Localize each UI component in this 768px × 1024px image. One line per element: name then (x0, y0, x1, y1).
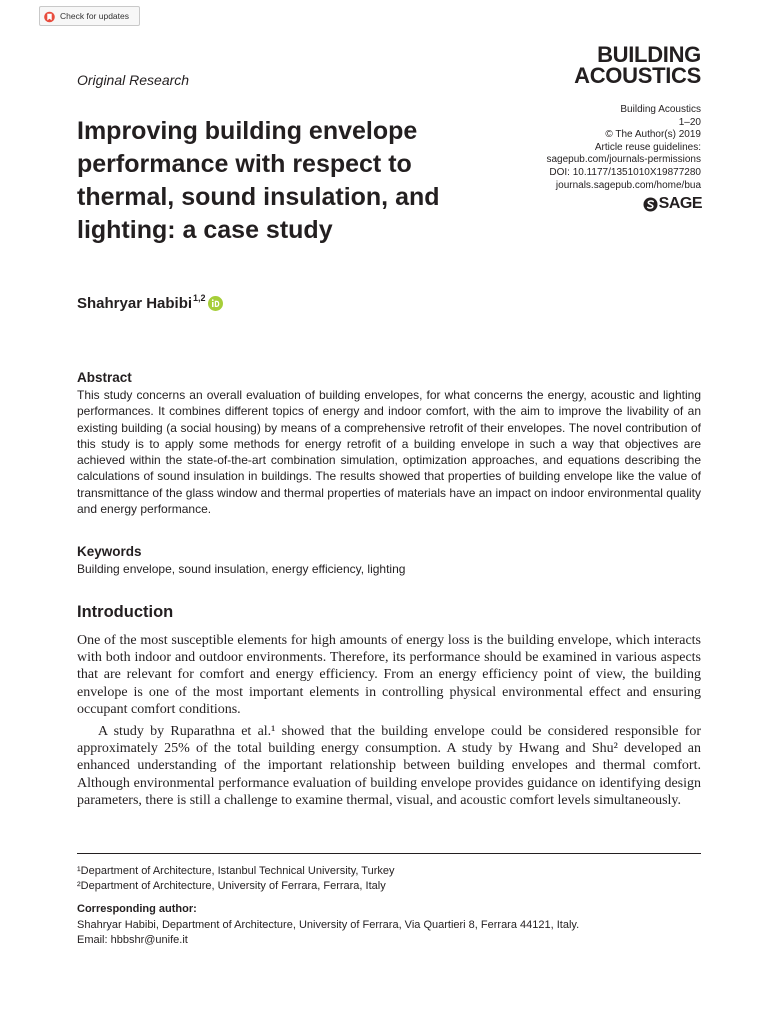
introduction-heading: Introduction (77, 603, 174, 621)
bookmark-icon (44, 10, 55, 22)
author-line (77, 295, 223, 312)
abstract-heading: Abstract (77, 370, 132, 385)
meta-copyright: © The Author(s) 2019 (605, 129, 701, 141)
keywords-heading: Keywords (77, 544, 142, 559)
footnote-affiliation-2: ²Department of Architecture, University of Ferrara, Ferrara, Italy (77, 880, 386, 892)
corresponding-author-address: Shahryar Habibi, Department of Architecture, University of Ferrara, Via Quartieri 8, Ferrara 44121, Italy. (77, 919, 580, 931)
abstract-text: This study concerns an overall evaluation of building envelopes, for what concerns the energy, acoustic and lighting performances. It combines different topics of energy and indoor comfort, with the aim to improve the livability of an existing building (a social housing) by means of a comprehensive retrofit of their envelopes. The novel contribution of this study is to apply some methods for energy retrofit of a building envelope in such a way that objectives are achieved within the state-of-the-art combination simulation, optimization approaches, and equations describing the calculations of sound insulation in buildings. The results showed that properties of building envelope like the value of transmittance of the glass window and thermal properties of materials have an impact on indoor environmental quality and energy performance. (77, 388, 701, 517)
keywords-text: Building envelope, sound insulation, energy efficiency, lighting (77, 562, 406, 576)
orcid-icon[interactable] (208, 296, 223, 311)
footnote-divider (77, 853, 701, 854)
article-type-label: Original Research (77, 72, 190, 88)
author-affiliation-markers: 1,2 (193, 293, 206, 303)
check-for-updates-label: Check for updates (60, 11, 129, 21)
check-for-updates-button[interactable] (39, 6, 140, 26)
journal-logo-line2: ACOUSTICS (574, 63, 701, 88)
publisher-logo (636, 194, 702, 214)
corresponding-author-heading: Corresponding author: (77, 903, 197, 915)
journal-logo-line1: BUILDING (597, 42, 701, 67)
meta-page-range: 1–20 (678, 116, 701, 128)
introduction-paragraph-2: A study by Ruparathna et al.¹ showed that the building envelope could be considered responsible for approximately 25% of the total building energy consumption. A study by Hwang and Shu² developed an enhanced understanding of the important relationship between building envelopes and thermal comfort. Although environmental performance evaluation of building envelope provides guidance on identifying design parameters, there is still a challenge to examine thermal, visual, and acoustic comfort levels simultaneously. (77, 724, 701, 808)
sage-swirl-icon (643, 197, 658, 212)
introduction-paragraph-1: One of the most susceptible elements for high amounts of energy loss is the building envelope, which interacts with both indoor and outdoor environments. Therefore, its performance should be examined in various aspects that are relevant for comfort and energy efficiency. From an energy efficiency point of view, the building envelope is one of the most important elements in controlling physical environmental effect and ensuring occupant comfort conditions. (77, 633, 701, 717)
meta-doi[interactable]: DOI: 10.1177/1351010X19877280 (549, 166, 701, 178)
corresponding-author-email[interactable]: Email: hbbshr@unife.it (77, 934, 188, 946)
author-name: Shahryar Habibi (77, 295, 193, 312)
meta-permissions-link[interactable]: sagepub.com/journals-permissions (546, 154, 701, 166)
journal-metadata (470, 104, 701, 192)
meta-reuse-guidelines: Article reuse guidelines: (594, 141, 701, 153)
meta-journal-link[interactable]: journals.sagepub.com/home/bua (555, 179, 701, 191)
paper-title: Improving building envelope performance with respect to thermal, sound insulation, and lighting: a case study (77, 117, 440, 244)
meta-journal-name: Building Acoustics (620, 104, 701, 115)
publisher-name: SAGE (658, 195, 702, 212)
footnote-affiliation-1: ¹Department of Architecture, Istanbul Technical University, Turkey (77, 865, 395, 877)
journal-logo (540, 44, 701, 86)
